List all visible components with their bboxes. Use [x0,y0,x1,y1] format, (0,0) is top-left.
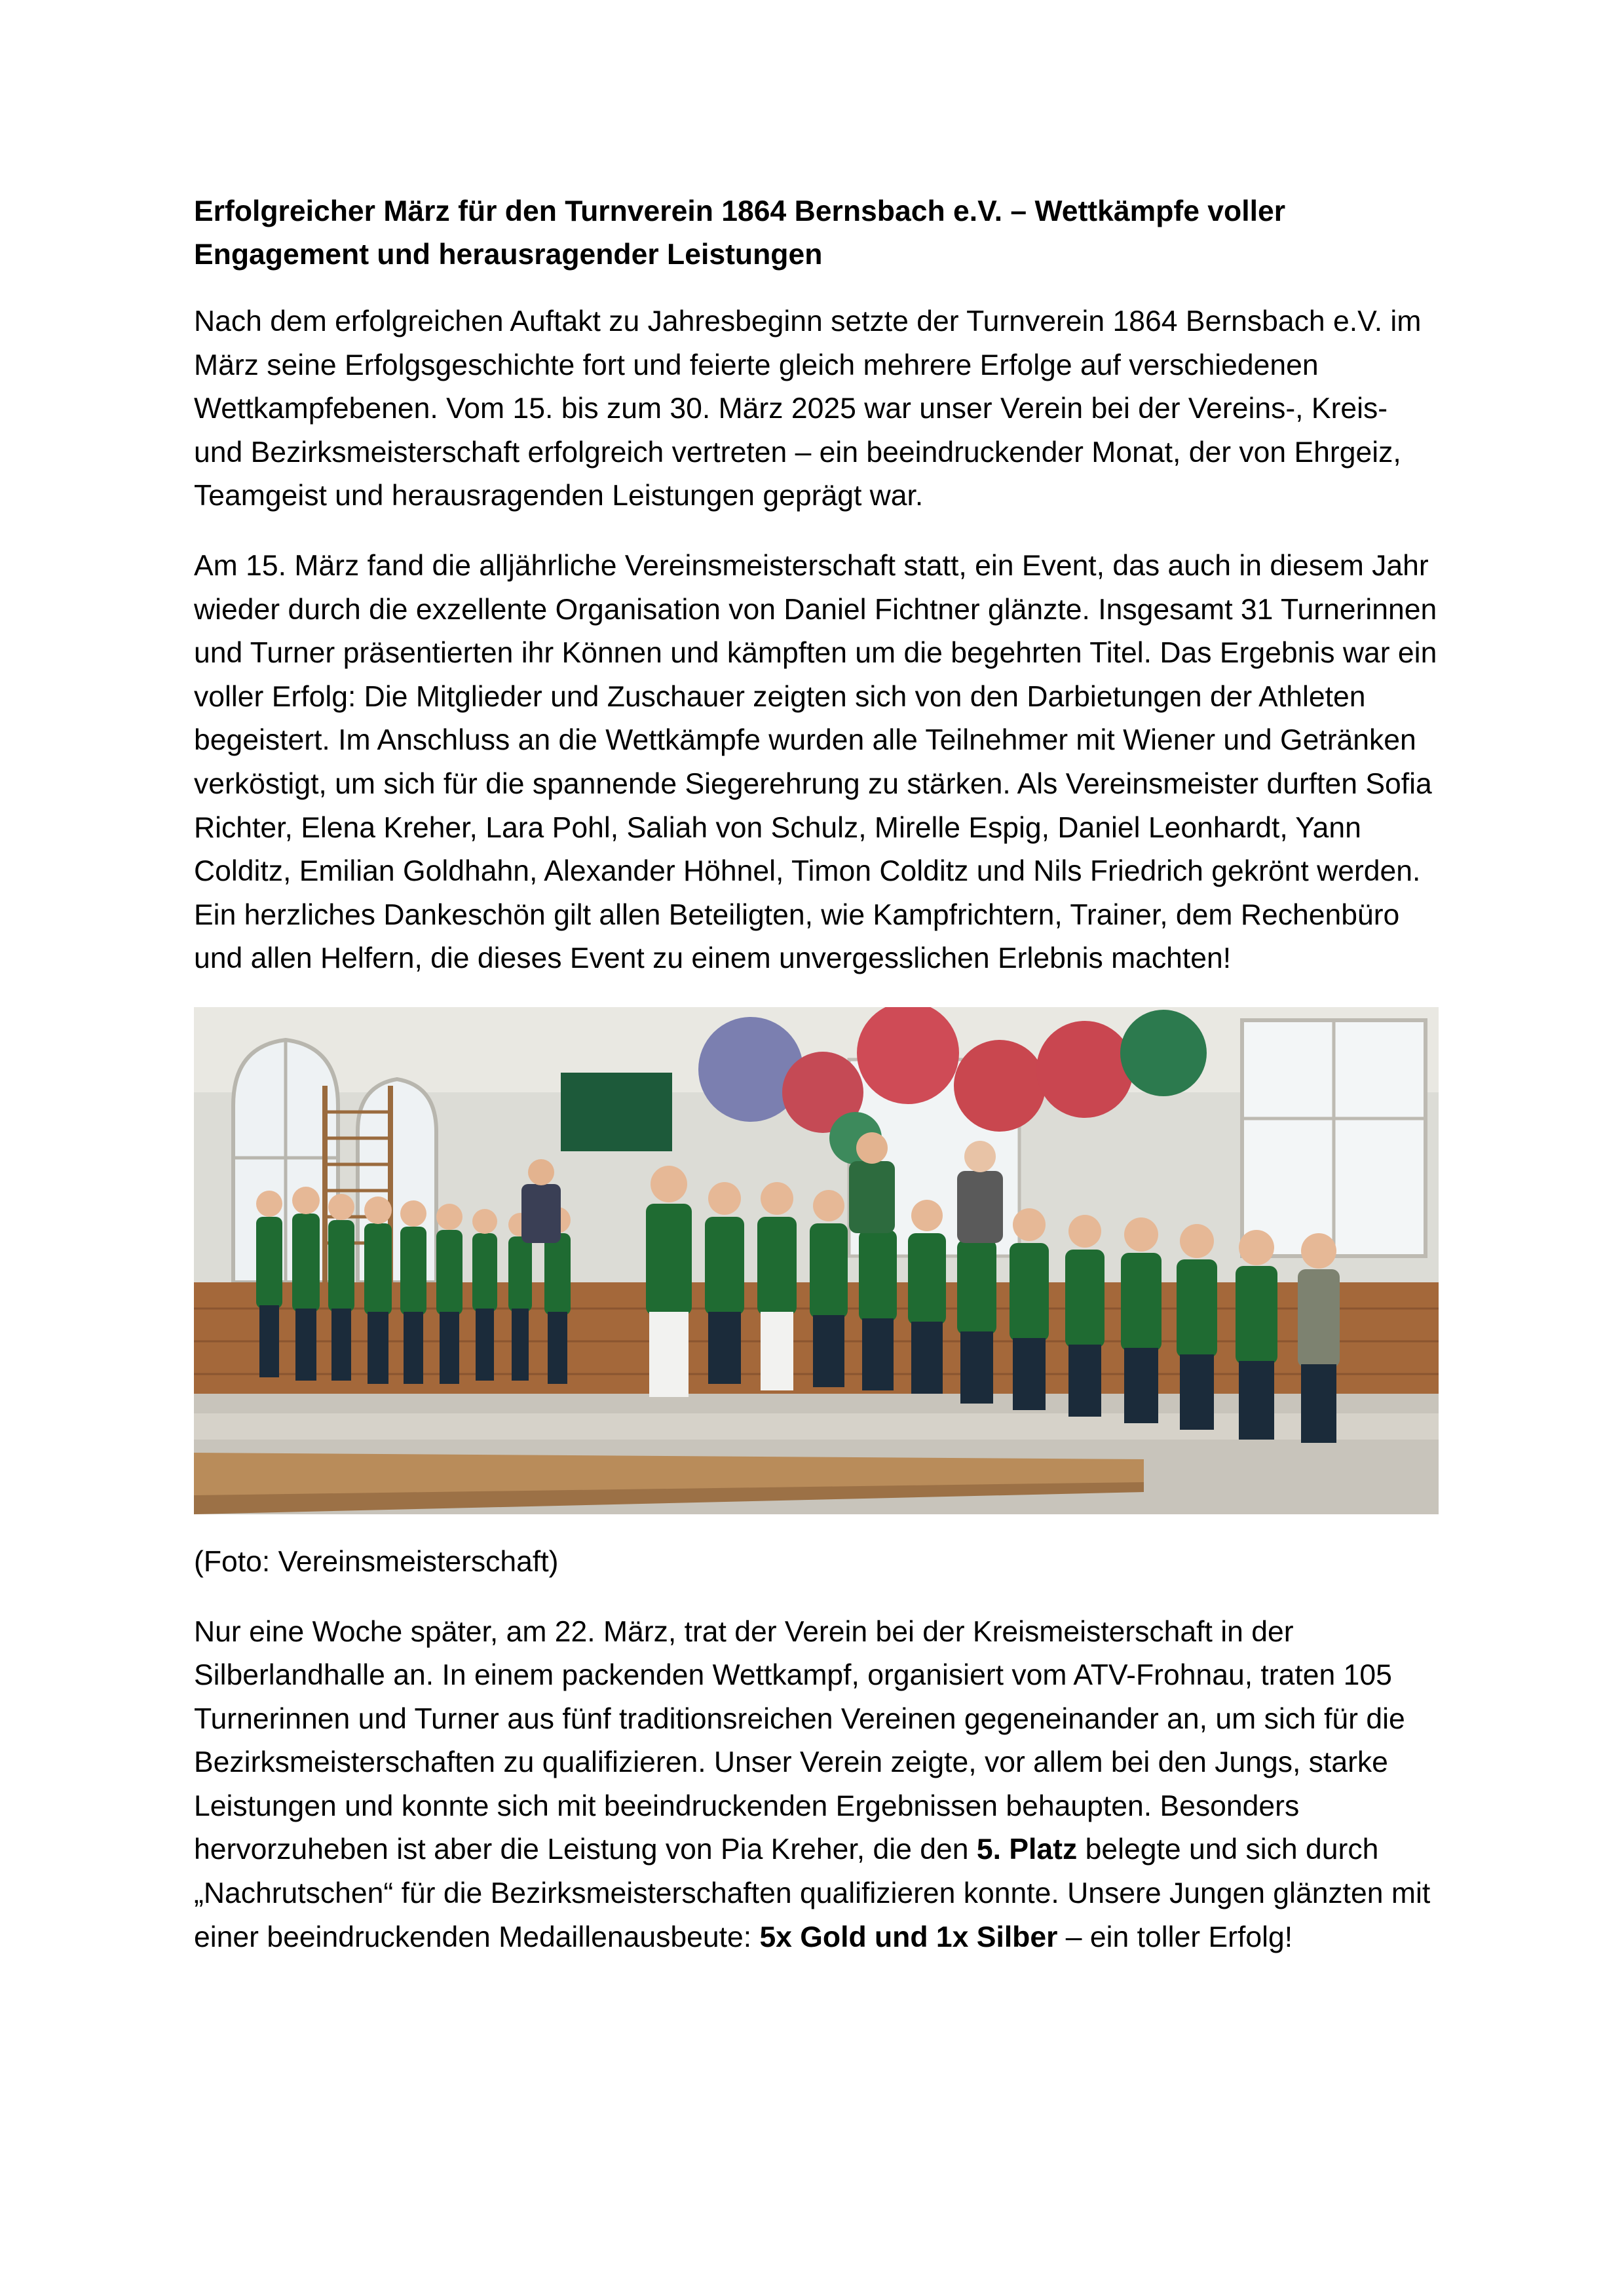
team-photo-illustration [194,1007,1439,1514]
paragraph-vereinsmeisterschaft: Am 15. März fand die alljährliche Vereinsmeisterschaft statt, ein Event, das auch in diesem Jahr wieder durch die exzellente Organisation von Daniel Fichtner glänzte. Insgesamt 31 Turnerinnen und Turner präsentierten ihr Können und kämpften um die begehrten Titel. Das Ergebnis war ein voller Erfolg: Die Mitglieder und Zuschauer zeigten sich von den Darbietungen der Athleten begeistert. Im Anschluss an die Wettkämpfe wurden alle Teilnehmer mit Wiener und Getränken verköstigt, um sich für die spannende Siegerehrung zu stärken. Als Vereinsmeister durften Sofia Richter, Elena Kreher, Lara Pohl, Saliah von Schulz, Mirelle Espig, Daniel Leonhardt, Yann Colditz, Emilian Goldhahn, Alexander Höhnel, Timon Colditz und Nils Friedrich gekrönt werden. Ein herzliches Dankeschön gilt allen Beteiligten, wie Kampfrichtern, Trainer, dem Rechenbüro und allen Helfern, die dieses Event zu einem unvergesslichen Erlebnis machten! [194,549,1437,975]
photo-caption: (Foto: Vereinsmeisterschaft) [194,1545,559,1578]
article-body [194,190,1439,1985]
paragraph-kreismeisterschaft [194,1611,1439,1960]
paragraph-text-b: belegte und sich durch „Nachrutschen“ für die Bezirksmeisterschaften qualifizieren konnte. Unsere Jungen glänzten mit einer beeindruckenden Medaillenausbeute: [194,1833,1431,1953]
paragraph-intro: Nach dem erfolgreichen Auftakt zu Jahresbeginn setzte der Turnverein 1864 Bernsbach e.V. im März seine Erfolgsgeschichte fort und feierte gleich mehrere Erfolge auf verschiedenen Wettkampfebenen. Vom 15. bis zum 30. März 2025 war unser Verein bei der Vereins-, Kreis- und Bezirksmeisterschaft erfolgreich vertreten – ein beeindruckender Monat, der von Ehrgeiz, Teamgeist und herausragenden Leistungen geprägt war. [194,305,1422,512]
paragraph-text-a: Nur eine Woche später, am 22. März, trat der Verein bei der Kreismeisterschaft in der Silberlandhalle an. In einem packenden Wettkampf, organisiert vom ATV-Frohnau, traten 105 Turnerinnen und Turner aus fünf traditionsreichen Vereinen gegeneinander an, um sich für die Bezirksmeisterschaften zu qualifizieren. Unser Verein zeigte, vor allem bei den Jungs, starke Leistungen und konnte sich mit beeindruckenden Ergebnissen behaupten. Besonders hervorzuheben ist aber die Leistung von Pia Kreher, die den [194,1615,1405,1866]
highlight-platz: 5. Platz [976,1833,1078,1866]
team-photo [194,1007,1439,1514]
paragraph-text-c: – ein toller Erfolg! [1057,1921,1293,1953]
article-title: Erfolgreicher März für den Turnverein 1864 Bernsbach e.V. – Wettkämpfe voller Engagement und herausragender Leistungen [194,195,1286,271]
highlight-medaillen: 5x Gold und 1x Silber [759,1921,1058,1953]
